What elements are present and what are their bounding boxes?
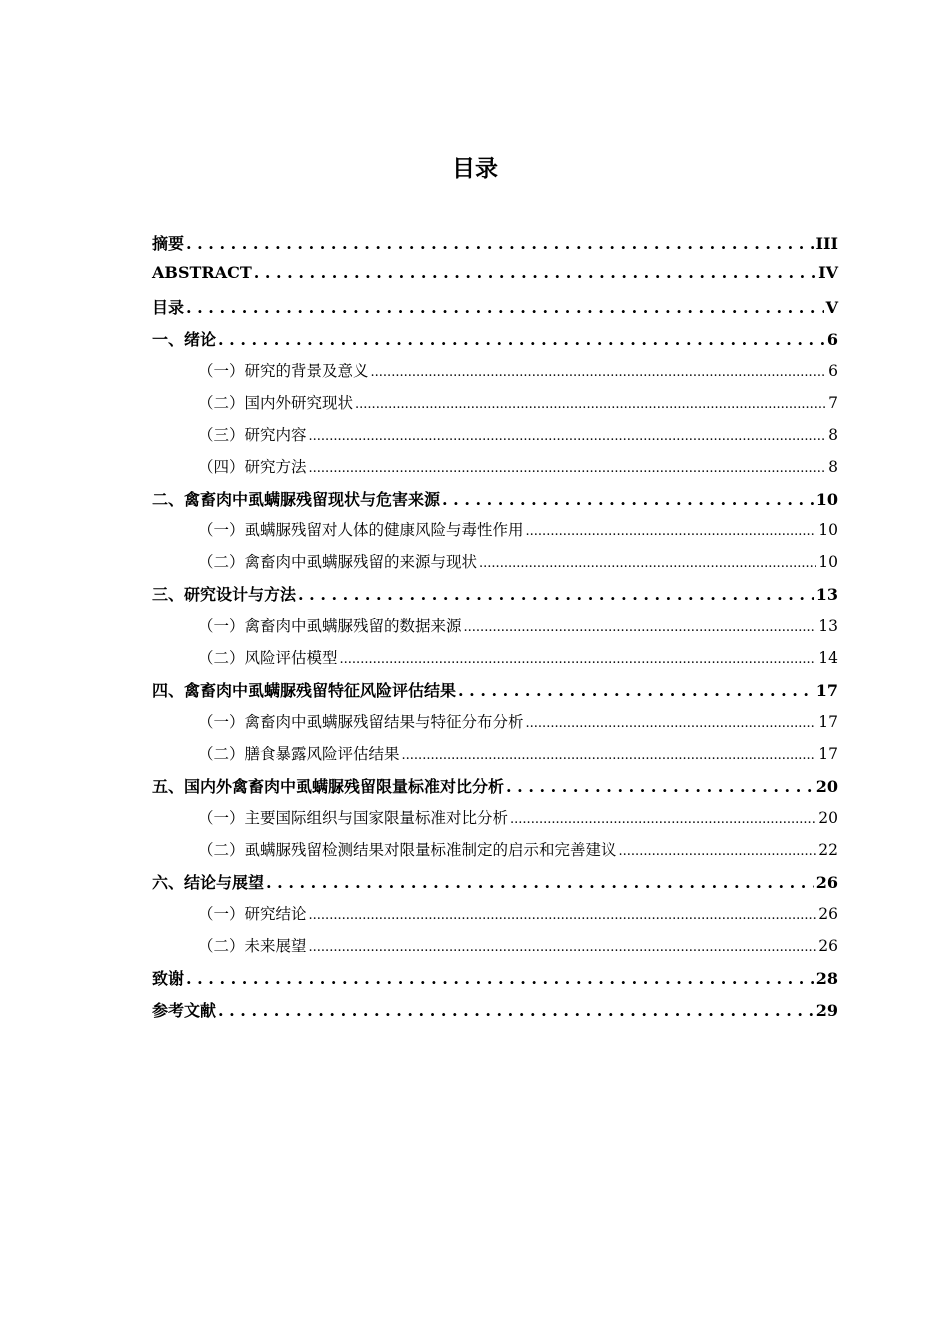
toc-entry-label: 禽畜肉中虱螨脲残留的数据来源 — [244, 617, 462, 636]
toc-entry-label: 国内外研究现状 — [244, 393, 354, 412]
toc-page-number: IV — [818, 262, 838, 282]
toc-entry-number: （一） — [198, 713, 245, 732]
toc-leader-dots — [309, 426, 827, 444]
toc-leader-dots — [309, 905, 817, 923]
toc-leader-dots — [458, 681, 814, 700]
toc-entry[interactable] — [152, 774, 838, 806]
toc-page-number: 22 — [818, 840, 838, 859]
toc-entry[interactable] — [152, 263, 838, 295]
toc-entry[interactable] — [152, 582, 838, 614]
toc-entry[interactable] — [152, 487, 838, 519]
toc-entry-label: 禽畜肉中虱螨脲残留现状与危害来源 — [184, 489, 441, 509]
toc-entry-label: 主要国际组织与国家限量标准对比分析 — [244, 808, 509, 827]
toc-subentry[interactable] — [152, 742, 838, 774]
toc-entry-number: 二、 — [152, 489, 185, 509]
toc-entry[interactable] — [152, 327, 838, 359]
toc-entry-number: （一） — [198, 808, 245, 827]
toc-leader-dots — [254, 263, 816, 282]
toc-entry[interactable] — [152, 231, 838, 263]
toc-entry-label: 研究设计与方法 — [184, 585, 297, 605]
toc-page-number: 20 — [815, 776, 838, 796]
toc-page-number: 17 — [815, 681, 838, 701]
toc-page-number: 13 — [815, 585, 838, 605]
toc-entry-number: （一） — [198, 617, 245, 636]
toc-page-number: 14 — [818, 649, 838, 668]
toc-leader-dots — [510, 809, 816, 827]
toc-leader-dots — [309, 937, 817, 955]
toc-entry-label: 风险评估模型 — [244, 649, 338, 668]
toc-entry-number: （二） — [198, 745, 245, 763]
toc-subentry[interactable] — [152, 902, 838, 934]
table-of-contents — [152, 231, 838, 1029]
toc-leader-dots — [266, 873, 814, 892]
toc-entry-label: 虱螨脲残留对人体的健康风险与毒性作用 — [244, 521, 524, 540]
toc-entry-number: 五、 — [152, 776, 185, 796]
toc-entry-number: （二） — [198, 393, 245, 412]
toc-entry-label: 膳食暴露风险评估结果 — [244, 745, 400, 763]
toc-entry-label: 禽畜肉中虱螨脲残留结果与特征分布分析 — [244, 713, 524, 732]
toc-leader-dots — [309, 458, 827, 476]
toc-entry-label: 绪论 — [184, 329, 217, 349]
toc-entry-number: （一） — [198, 904, 245, 923]
toc-subentry[interactable] — [152, 550, 838, 582]
page-title: 目录 — [452, 156, 498, 182]
toc-entry-label: 未来展望 — [244, 936, 307, 955]
toc-entry[interactable] — [152, 295, 838, 327]
toc-entry[interactable] — [152, 870, 838, 902]
toc-entry-number: （三） — [198, 425, 245, 444]
toc-page-number: III — [815, 234, 838, 253]
toc-entry-label: 研究结论 — [244, 904, 307, 923]
toc-subentry[interactable] — [152, 455, 838, 487]
toc-subentry[interactable] — [152, 838, 838, 870]
toc-subentry[interactable] — [152, 518, 838, 550]
toc-leader-dots — [186, 234, 814, 253]
toc-page-number: 6 — [828, 361, 838, 380]
toc-entry-label: 研究内容 — [244, 425, 307, 444]
toc-leader-dots — [218, 1001, 814, 1020]
toc-subentry[interactable] — [152, 359, 838, 391]
toc-leader-dots — [619, 841, 817, 859]
toc-entry-number: 一、 — [152, 329, 185, 349]
toc-subentry[interactable] — [152, 710, 838, 742]
toc-subentry[interactable] — [152, 934, 838, 966]
toc-page-number: 17 — [818, 713, 838, 732]
toc-leader-dots — [479, 553, 816, 571]
toc-entry-number: （二） — [198, 840, 245, 859]
toc-leader-dots — [506, 777, 814, 796]
toc-page-number: 20 — [818, 808, 838, 827]
toc-entry-label: 目录 — [152, 297, 185, 317]
toc-page-number: 7 — [828, 393, 838, 412]
toc-subentry[interactable] — [152, 423, 838, 455]
toc-entry-number: 三、 — [152, 585, 185, 605]
toc-subentry[interactable] — [152, 806, 838, 838]
toc-page-number: 10 — [818, 521, 838, 540]
toc-entry-label: 国内外禽畜肉中虱螨脲残留限量标准对比分析 — [184, 776, 505, 796]
toc-page-number: 29 — [815, 1000, 838, 1020]
toc-page-number: 8 — [828, 425, 838, 444]
toc-leader-dots — [186, 969, 814, 988]
toc-entry[interactable] — [152, 966, 838, 998]
toc-leader-dots — [186, 298, 824, 317]
toc-entry-number: （二） — [198, 553, 245, 572]
toc-leader-dots — [298, 585, 814, 604]
toc-page-number: 26 — [818, 904, 838, 923]
toc-entry-number: （四） — [198, 457, 245, 476]
toc-subentry[interactable] — [152, 646, 838, 678]
toc-page-number: V — [825, 297, 838, 317]
toc-leader-dots — [371, 362, 827, 380]
toc-entry-label: 致谢 — [152, 968, 185, 988]
toc-entry-number: 四、 — [152, 681, 185, 701]
toc-entry[interactable] — [152, 998, 838, 1030]
toc-page-number: 17 — [818, 745, 838, 763]
toc-entry-label: 禽畜肉中虱螨脲残留特征风险评估结果 — [184, 681, 457, 701]
toc-entry-number: （二） — [198, 649, 245, 668]
toc-subentry[interactable] — [152, 614, 838, 646]
toc-leader-dots — [340, 649, 817, 667]
toc-entry-label: 研究方法 — [244, 457, 307, 476]
toc-page-number: 10 — [815, 489, 838, 509]
toc-page-number: 28 — [815, 968, 838, 988]
toc-entry-number: （二） — [198, 936, 245, 955]
toc-entry-label: 研究的背景及意义 — [244, 361, 369, 380]
toc-page-number: 26 — [818, 936, 838, 955]
toc-subentry[interactable] — [152, 391, 838, 423]
toc-entry-number: 六、 — [152, 872, 185, 892]
toc-entry[interactable] — [152, 678, 838, 710]
toc-leader-dots — [526, 521, 817, 539]
toc-leader-dots — [355, 394, 826, 412]
toc-leader-dots — [526, 713, 817, 731]
toc-entry-label: 参考文献 — [152, 1000, 217, 1020]
toc-page-number: 13 — [818, 617, 838, 636]
toc-entry-label: 摘要 — [152, 234, 185, 253]
toc-entry-label: ABSTRACT — [152, 262, 252, 282]
toc-leader-dots — [442, 490, 814, 509]
toc-entry-label: 禽畜肉中虱螨脲残留的来源与现状 — [244, 553, 478, 572]
toc-entry-number: （一） — [198, 361, 245, 380]
toc-entry-number: （一） — [198, 521, 245, 540]
toc-entry-label: 虱螨脲残留检测结果对限量标准制定的启示和完善建议 — [244, 840, 617, 859]
toc-leader-dots — [402, 745, 817, 763]
toc-page-number: 8 — [828, 457, 838, 476]
toc-page-number: 6 — [826, 329, 838, 349]
toc-leader-dots — [218, 330, 825, 349]
toc-leader-dots — [464, 617, 817, 635]
toc-page-number: 10 — [818, 553, 838, 572]
toc-entry-label: 结论与展望 — [184, 872, 265, 892]
toc-page-number: 26 — [815, 872, 838, 892]
